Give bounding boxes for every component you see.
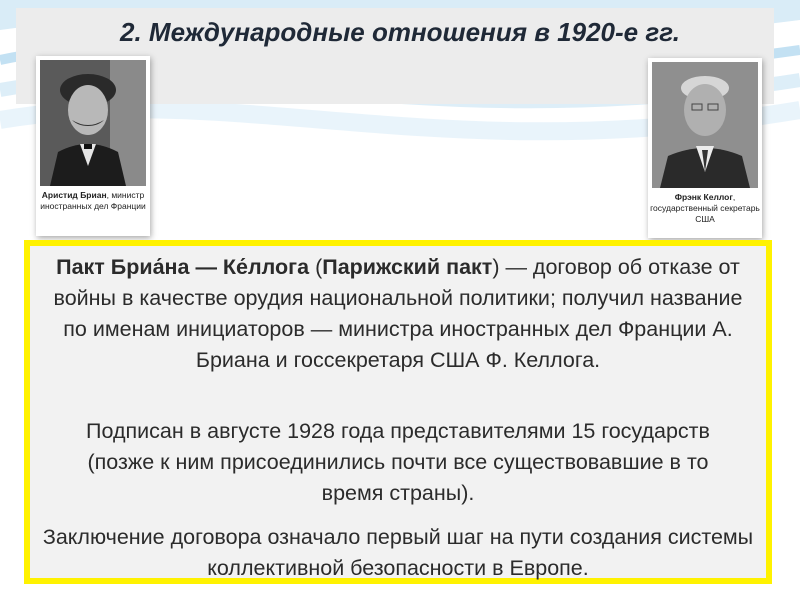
portrait-briand [36,56,150,236]
paragraph-definition [44,252,752,376]
term-pact-name: Пакт Бриа́на — Ке́ллога [56,255,310,279]
paragraph-significance: Заключение договора означало первый шаг на пути создания системы коллективной безопасности в Европе. [42,525,754,580]
photo-kellogg [652,62,758,188]
photo-briand [40,60,146,186]
portrait-kellogg [648,58,762,238]
content-panel [24,240,772,584]
paren-open: ( [309,255,323,279]
name-briand: Аристид Бриан [41,190,107,200]
caption-kellogg [650,192,760,225]
slide-title: 2. Международные отношения в 1920-е гг. [120,17,680,47]
definition-text: ) — договор об отказе от войны в качестве орудия национальной политики; получил название по именам инициаторов — министра иностранных дел Франции А. Бриана и госсекретаря США Ф. Келлога. [53,255,743,372]
role-kellogg: , государственный секретарь США [650,192,760,224]
role-briand: , министр иностранных дел Франции [40,190,146,211]
caption-briand [38,190,148,212]
term-paris-pact: Парижский пакт [322,255,493,279]
paragraph-signing: Подписан в августе 1928 года представителями 15 государств (позже к ним присоединились почти все существовавшие в то время страны). [86,419,710,505]
name-kellogg: Фрэнк Келлог [674,192,733,202]
